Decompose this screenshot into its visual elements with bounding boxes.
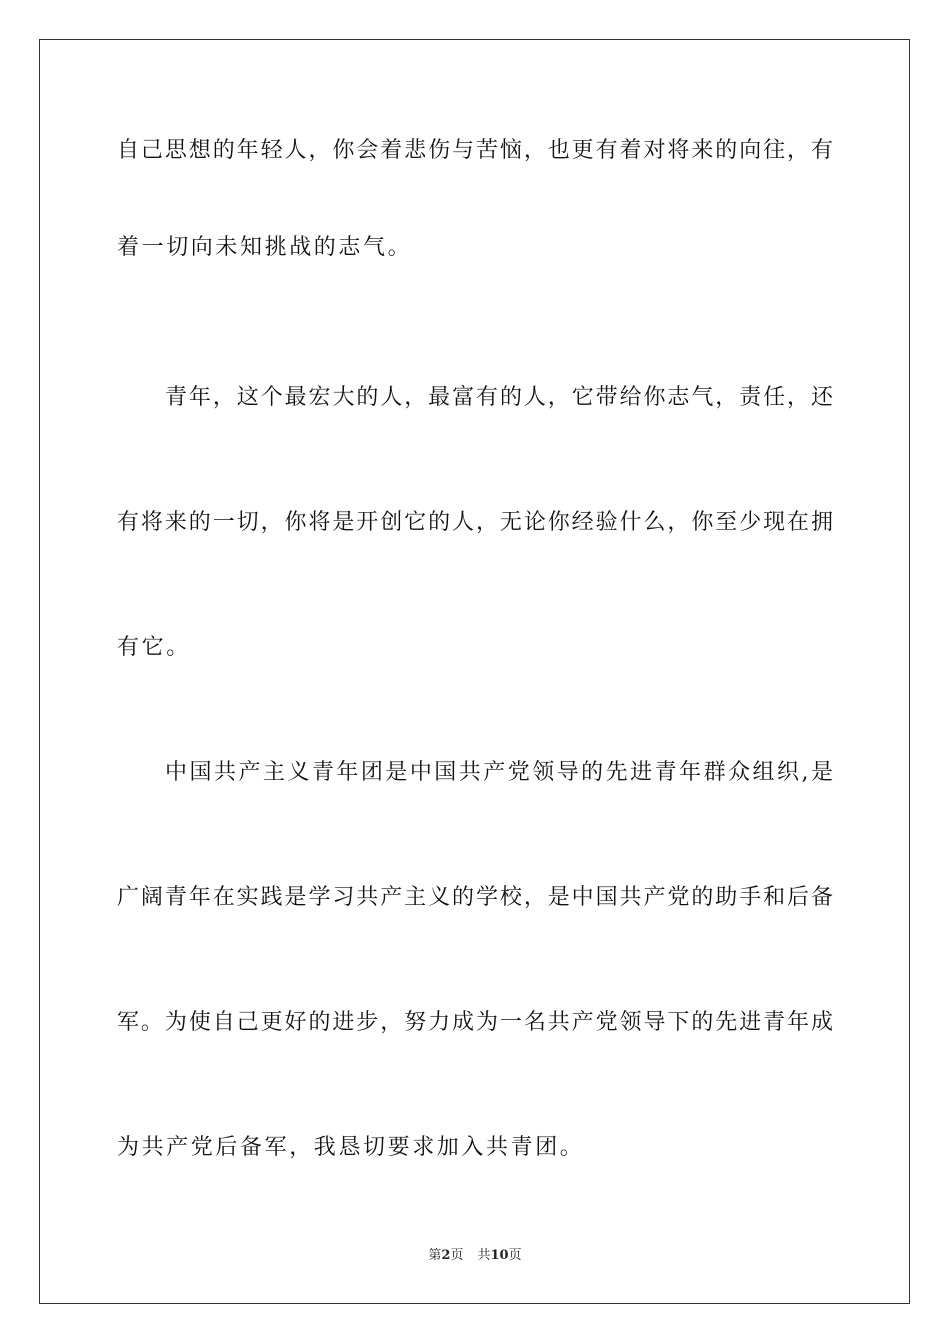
- page-border: [39, 39, 910, 1304]
- total-prefix: 共: [477, 1248, 491, 1263]
- text-line-4: 有将来的一切，你将是开创它的人，无论你经验什么，你至少现在拥: [117, 510, 833, 535]
- page-suffix: 页: [450, 1248, 464, 1263]
- text-line-2: 着一切向未知挑战的志气。: [117, 235, 413, 260]
- page-prefix: 第: [428, 1248, 442, 1263]
- page-total: 10: [490, 1248, 509, 1263]
- total-suffix: 页: [508, 1248, 522, 1263]
- text-line-7: 广阔青年在实践是学习共产主义的学校，是中国共产党的助手和后备: [117, 885, 833, 910]
- text-line-9: 为共产党后备军，我恳切要求加入共青团。: [117, 1135, 585, 1160]
- text-line-5: 有它。: [117, 635, 191, 660]
- text-line-3: 青年，这个最宏大的人，最富有的人，它带给你志气，责任，还: [165, 385, 833, 410]
- text-line-6: 中国共产主义青年团是中国共产党领导的先进青年群众组织,是: [165, 760, 833, 785]
- text-line-1: 自己思想的年轻人，你会着悲伤与苦恼，也更有着对将来的向往，有: [117, 138, 833, 163]
- text-line-8: 军。为使自己更好的进步，努力成为一名共产党领导下的先进青年成: [117, 1010, 833, 1035]
- page-current: 2: [441, 1248, 451, 1263]
- page-footer: [0, 1247, 950, 1265]
